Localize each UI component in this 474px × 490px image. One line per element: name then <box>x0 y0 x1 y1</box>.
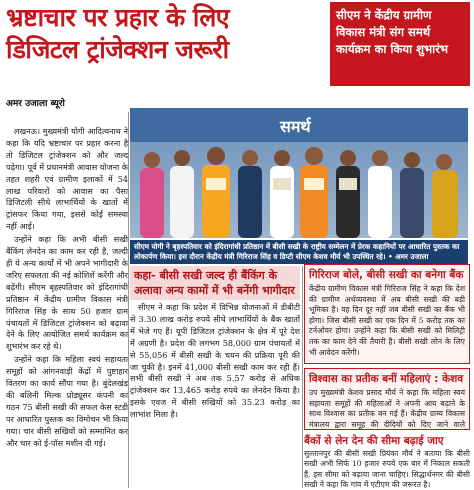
giriraj-box-heading: गिरिराज बोले, बीसी सखी का बनेगा बैंक <box>309 269 464 281</box>
middle-subheading: कहा- बीसी सखी जल्द ही बैंकिंग के अलावा अन्य कामों में भी बनेंगी भागीदार <box>130 266 300 300</box>
middle-column-body <box>130 302 300 488</box>
keshav-box-text: उप मुख्यमंत्री केशव प्रसाद मौर्य ने कहा कि महिला स्वयं सहायता समूहों की महिलाओं ने अपनी आय बढ़ाने के साथ विश्वास का प्रतीक बन गई हैं। केंद्रीय ग्राम्य विकास मंत्रालय द्वारा समूह की दीदियों को दिए जाने वाले <box>309 388 465 429</box>
middle-paragraph-1: सीएम ने कहा कि प्रदेश में विभिन्न योजनाओं में डीबीटी से 3.30 लाख करोड़ रुपये सीधे लाभार्थियों के बैंक खातों में भेजे गए हैं। यूपी डिजिटल ट्रांजेक्शन के क्षेत्र में पूरे देश में अग्रणी है। प्रदेश की लगभग 58,000 ग्राम पंचायतों में से 55,056 में बीसी सखी के चयन की प्रक्रिया पूरी की जा चुकी है। इनमें 41,000 बीसी सखी काम कर रही हैं। सभी बीसी सखी ने अब तक 5.57 करोड़ से अधिक ट्रांजेक्शन कर 13,465 करोड़ रुपये का लेनदेन किया है। इसके एवज में बीसी सखियों को 35.23 करोड़ का लाभांश मिला है। <box>130 302 300 420</box>
photo-caption <box>130 240 468 264</box>
banner-text: समर्थ <box>280 117 311 136</box>
column-divider <box>302 266 303 488</box>
headline <box>6 2 324 66</box>
left-paragraph-2: उन्होंने कहा कि अभी बीसी सखी बैंकिंग लेनदेन का काम कर रही है, जल्दी ही ये अन्य कार्यों में भी अपने भागीदारी के जरिए सफलता की नई कोशिशें करेंगी और बढ़ेंगी। सीएम बृहस्पतिवार को इंदिरागांधी प्रतिष्ठान में केंद्रीय ग्रामीण विकास मंत्री गिरिराज सिंह के साथ 50 हजार ग्राम पंचायतों में डिजिटल ट्रांजेक्शन को बढ़ावा देने के लिए आयोजित समर्थ कार्यक्रम का शुभारंभ कर रहे थे। <box>6 234 128 352</box>
left-column-body <box>6 126 128 488</box>
giriraj-box-text: केंद्रीय ग्रामीण विकास मंत्री गिरिराज सिंह ने कहा कि देश की ग्रामीण अर्थव्यवस्था में अब बीसी सखी की बड़ी भूमिका है। वह दिन दूर नहीं जब बीसी सखी का बैंक भी होगा। जिस बीसी सखी का एक दिन में 5 करोड़ तक का टर्नओवर होगा। उन्होंने कहा कि बीसी सखी को मिलिट्री तक का काम देने की तैयारी है। बीसी सखी लोन के लिए भी आवेदन करेंगी। <box>309 284 465 357</box>
sidebar-highlight-box: सीएम ने केंद्रीय ग्रामीण विकास मंत्री संग समर्थ कार्यक्रम का किया शुभारंभ <box>330 2 470 86</box>
keshav-box <box>304 368 470 430</box>
left-paragraph-1: लखनऊ। मुख्यमंत्री योगी आदित्यनाथ ने कहा कि यदि भ्रष्टाचार पर प्रहार करना है तो डिजिटल ट्रांजेक्शन को और जल्द पढ़ेगा। पूर्व में प्रधानमंत्री आवास योजना के तहत शहरी एवं ग्रामीण इलाकों में 54 लाख परिवारों को आवास का पैसा डिजिटली सीधे लाभार्थियों के खातों में ट्रांसफर किया गया, इससे कोई समस्या नहीं आई। <box>6 126 128 232</box>
bank-limit-text: सुल्तानपुर की बीसी सखी प्रियंका मौर्य ने बताया कि बीसी सखी अभी सिर्फ 10 हजार रुपये एक बार में निकाल सकती हैं, इस सीमा को बढ़ाया जाना चाहिए। सिद्धार्थनगर की बीसी सखी ने कहा कि गांव में एटीएम की जरूरत है। <box>304 449 470 488</box>
byline: अमर उजाला ब्यूरो <box>6 99 65 109</box>
headline-line-2: डिजिटल ट्रांजेक्शन जरूरी <box>6 35 229 64</box>
giriraj-box <box>304 264 470 364</box>
keshav-box-heading: विश्वास का प्रतीक बनीं महिलाएं : केशव <box>309 373 464 385</box>
caption-text: सीएम योगी ने बृहस्पतिवार को इंदिरागांधी प्रतिष्ठान में बीसी सखी के राष्ट्रीय सम्मेलन में प्रेरक कहानियों पर आधारित पुस्तक का लोकार्पण किया। इस दौरान केंद्रीय मंत्री गिरिराज सिंह व डिप्टी सीएम केशव मौर्य भी उपस्थित रहे। <box>134 242 460 261</box>
news-photo <box>130 108 468 238</box>
column-divider <box>128 112 129 488</box>
bank-limit-heading: बैंकों से लेन देन की सीमा बढ़ाई जाए <box>304 435 444 447</box>
left-paragraph-3: उन्होंने कहा कि महिला स्वयं सहायता समूहों को आंगनवाड़ी केंद्रों में पुष्टाहार वितरण का कार्य सौंपा गया है। बुंदेलखंड की बलिनी मिल्क प्रोड्यूसर कंपनी का गठन 75 बीसी सखी की सफल केस स्टडी पर आधारित पुस्तक का विमोचन भी किया गया। चार बीसी सखियों को सम्मानित कर और चार को ई-पॉस मशीन दी गई। <box>6 354 128 448</box>
headline-line-1: भ्रष्टाचार पर प्रहार के लिए <box>6 3 230 32</box>
photo-illustration <box>130 108 468 238</box>
bank-limit-box <box>304 434 470 488</box>
caption-credit: • अमर उजाला <box>388 252 429 261</box>
